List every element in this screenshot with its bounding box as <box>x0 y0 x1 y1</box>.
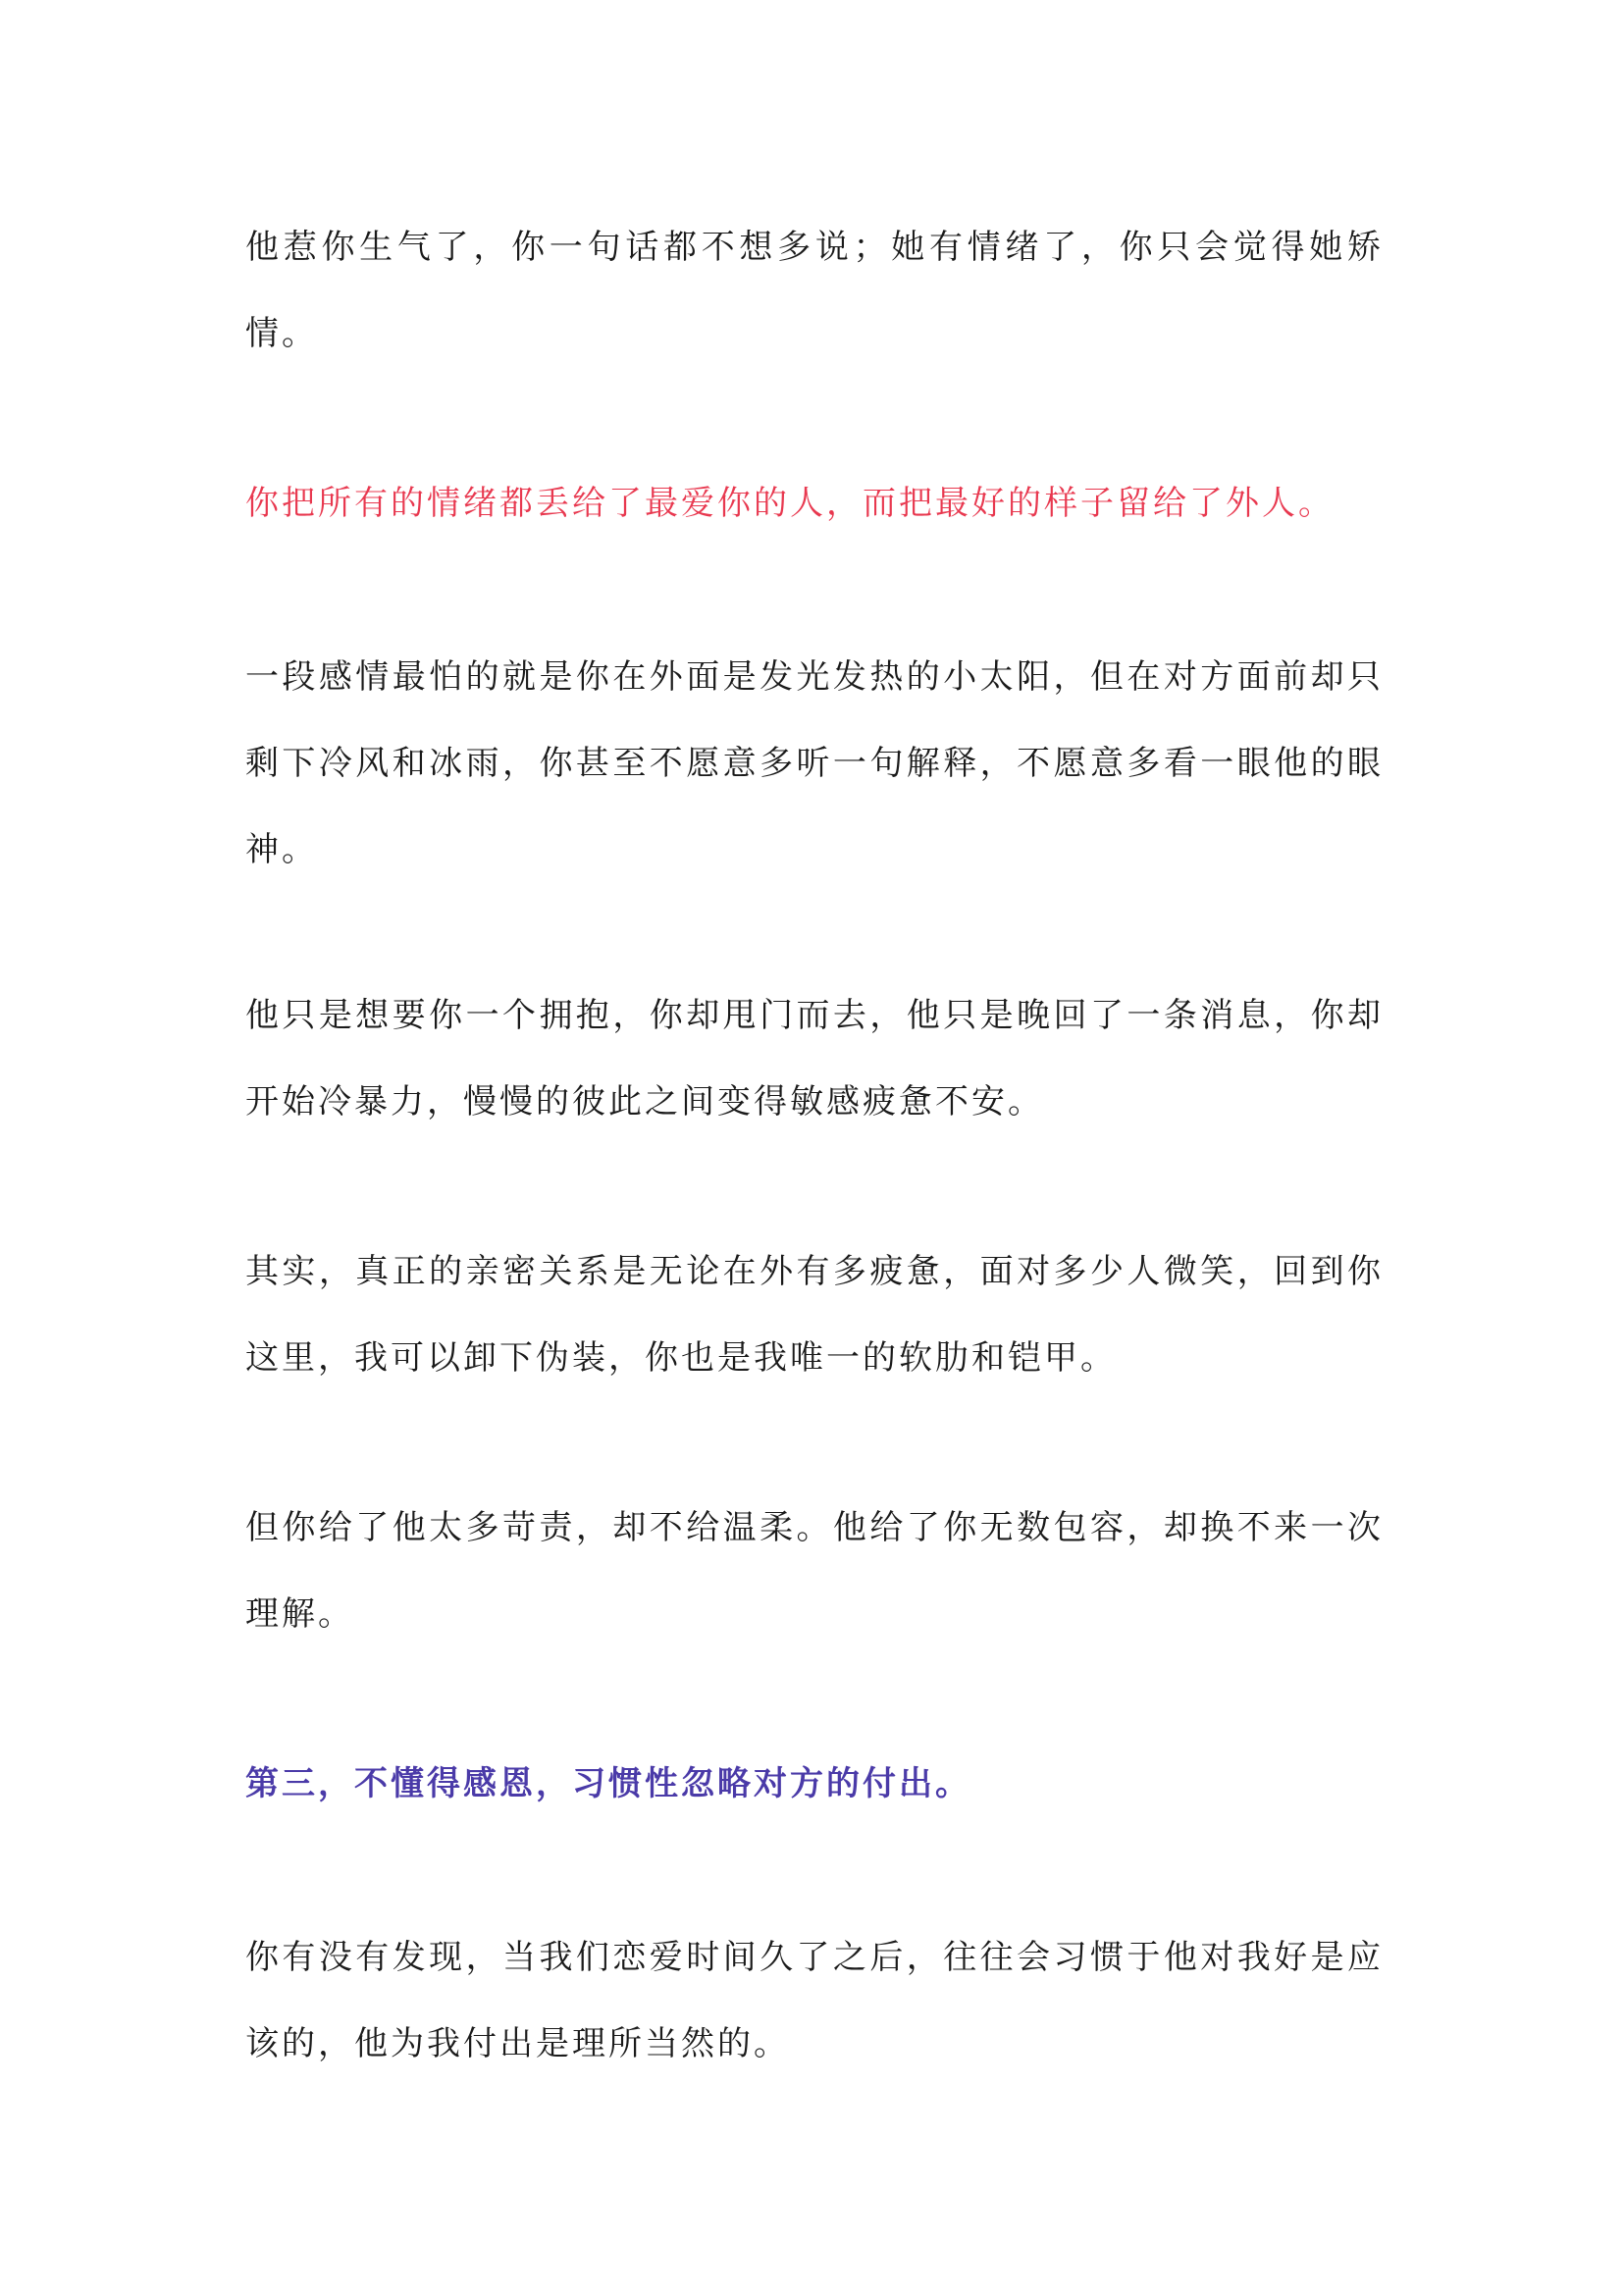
highlight-quote: 你把所有的情绪都丢给了最爱你的人，而把最好的样子留给了外人。 <box>245 484 1335 523</box>
paragraph-3: 一段感情最怕的就是你在外面是发光发热的小太阳，但在对方面前却只剩下冷风和冰雨，你甚至不愿意多听一句解释，不愿意多看一眼他的眼神。 <box>245 657 1384 869</box>
paragraph-5: 其实，真正的亲密关系是无论在外有多疲惫，面对多少人微笑，回到你这里，我可以卸下伪装，你也是我唯一的软肋和铠甲。 <box>245 1252 1384 1378</box>
section-heading: 第三，不懂得感恩，习惯性忽略对方的付出。 <box>245 1764 971 1803</box>
paragraph-6: 但你给了他太多苛责，却不给温柔。他给了你无数包容，却换不来一次理解。 <box>245 1508 1384 1634</box>
paragraph-4: 他只是想要你一个拥抱，你却甩门而去，他只是晚回了一条消息，你却开始冷暴力，慢慢的彼此之间变得敏感疲惫不安。 <box>245 996 1384 1121</box>
paragraph-8: 你有没有发现，当我们恋爱时间久了之后，往往会习惯于他对我好是应该的，他为我付出是理所当然的。 <box>245 1938 1384 2063</box>
paragraph-1: 他惹你生气了，你一句话都不想多说；她有情绪了，你只会觉得她矫情。 <box>245 228 1384 353</box>
